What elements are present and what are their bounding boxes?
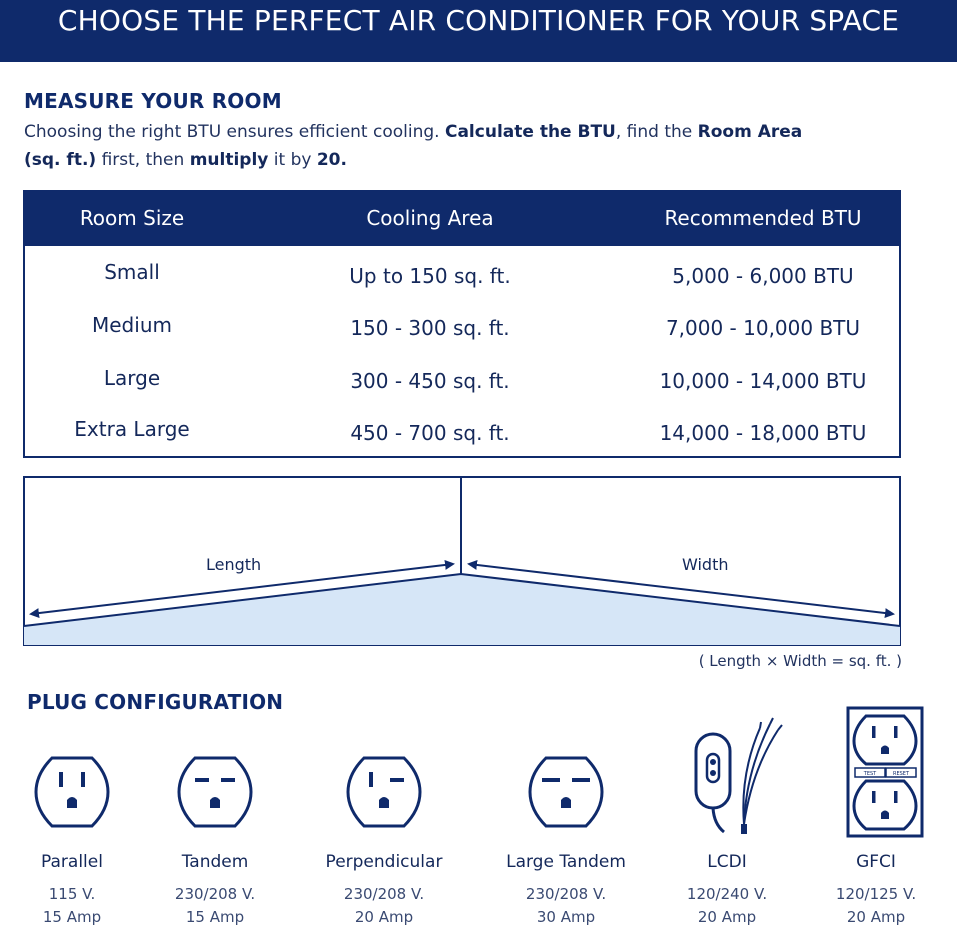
intro-bold-room-area: Room Area <box>697 122 803 142</box>
room-diagram <box>23 476 901 646</box>
row-btu: 5,000 - 6,000 BTU <box>672 264 854 288</box>
plug-name: GFCI <box>856 852 896 872</box>
intro-text-2: , find the <box>615 122 698 142</box>
plug-name: LCDI <box>707 852 747 872</box>
row-size: Extra Large <box>74 417 190 441</box>
plug-amperage: 20 Amp <box>354 908 414 926</box>
gfci-outlet-icon <box>846 706 924 838</box>
plug-amperage: 15 Amp <box>42 908 102 926</box>
page-title: CHOOSE THE PERFECT AIR CONDITIONER FOR YOUR SPACE <box>57 4 900 37</box>
tandem-outlet-icon <box>175 754 255 830</box>
intro-text-1: Choosing the right BTU ensures efficient cooling. <box>24 122 445 142</box>
header-cooling-area: Cooling Area <box>366 206 494 230</box>
row-area: Up to 150 sq. ft. <box>349 264 511 288</box>
area-formula: ( Length × Width = sq. ft. ) <box>698 652 902 670</box>
plug-amperage: 30 Amp <box>536 908 596 926</box>
plug-amperage: 20 Amp <box>846 908 906 926</box>
header-banner <box>0 0 957 62</box>
row-size: Medium <box>92 313 172 337</box>
gfci-reset-label: RESET <box>892 771 910 777</box>
intro-text-3: first, then <box>96 150 190 170</box>
lcdi-plug-icon <box>690 712 790 842</box>
plug-voltage: 120/125 V. <box>835 885 917 903</box>
row-btu: 10,000 - 14,000 BTU <box>659 369 867 393</box>
header-room-size: Room Size <box>79 206 185 230</box>
intro-bold-sqft: (sq. ft.) <box>24 150 97 170</box>
plug-voltage: 230/208 V. <box>174 885 256 903</box>
plug-name: Parallel <box>41 852 103 872</box>
measure-section-title: MEASURE YOUR ROOM <box>24 89 282 113</box>
length-label: Length <box>206 555 262 574</box>
intro-bold-twenty: 20. <box>316 150 347 170</box>
measure-intro-text <box>24 118 924 174</box>
intro-bold-multiply: multiply <box>189 150 269 170</box>
plug-voltage: 230/208 V. <box>343 885 425 903</box>
table-header <box>25 192 899 246</box>
gfci-test-label: TEST <box>863 771 877 777</box>
intro-text-4: it by <box>268 150 317 170</box>
plug-name: Tandem <box>181 852 249 872</box>
btu-table <box>23 190 901 458</box>
plug-section-title: PLUG CONFIGURATION <box>27 690 284 714</box>
plug-amperage: 15 Amp <box>185 908 245 926</box>
intro-bold-calculate: Calculate the BTU <box>444 122 616 142</box>
row-btu: 7,000 - 10,000 BTU <box>665 316 861 340</box>
perpendicular-outlet-icon <box>344 754 424 830</box>
plug-name: Perpendicular <box>325 852 443 872</box>
row-area: 300 - 450 sq. ft. <box>350 369 510 393</box>
row-btu: 14,000 - 18,000 BTU <box>659 421 867 445</box>
plug-name: Large Tandem <box>506 852 626 872</box>
row-area: 150 - 300 sq. ft. <box>350 316 510 340</box>
plug-voltage: 230/208 V. <box>525 885 607 903</box>
plug-voltage: 120/240 V. <box>686 885 768 903</box>
row-size: Large <box>103 366 161 390</box>
row-area: 450 - 700 sq. ft. <box>350 421 510 445</box>
row-size: Small <box>104 260 160 284</box>
parallel-outlet-icon <box>32 754 112 830</box>
header-recommended-btu: Recommended BTU <box>664 206 862 230</box>
large-tandem-outlet-icon <box>526 754 606 830</box>
plug-voltage: 115 V. <box>48 885 96 903</box>
plug-amperage: 20 Amp <box>697 908 757 926</box>
width-label: Width <box>682 555 729 574</box>
